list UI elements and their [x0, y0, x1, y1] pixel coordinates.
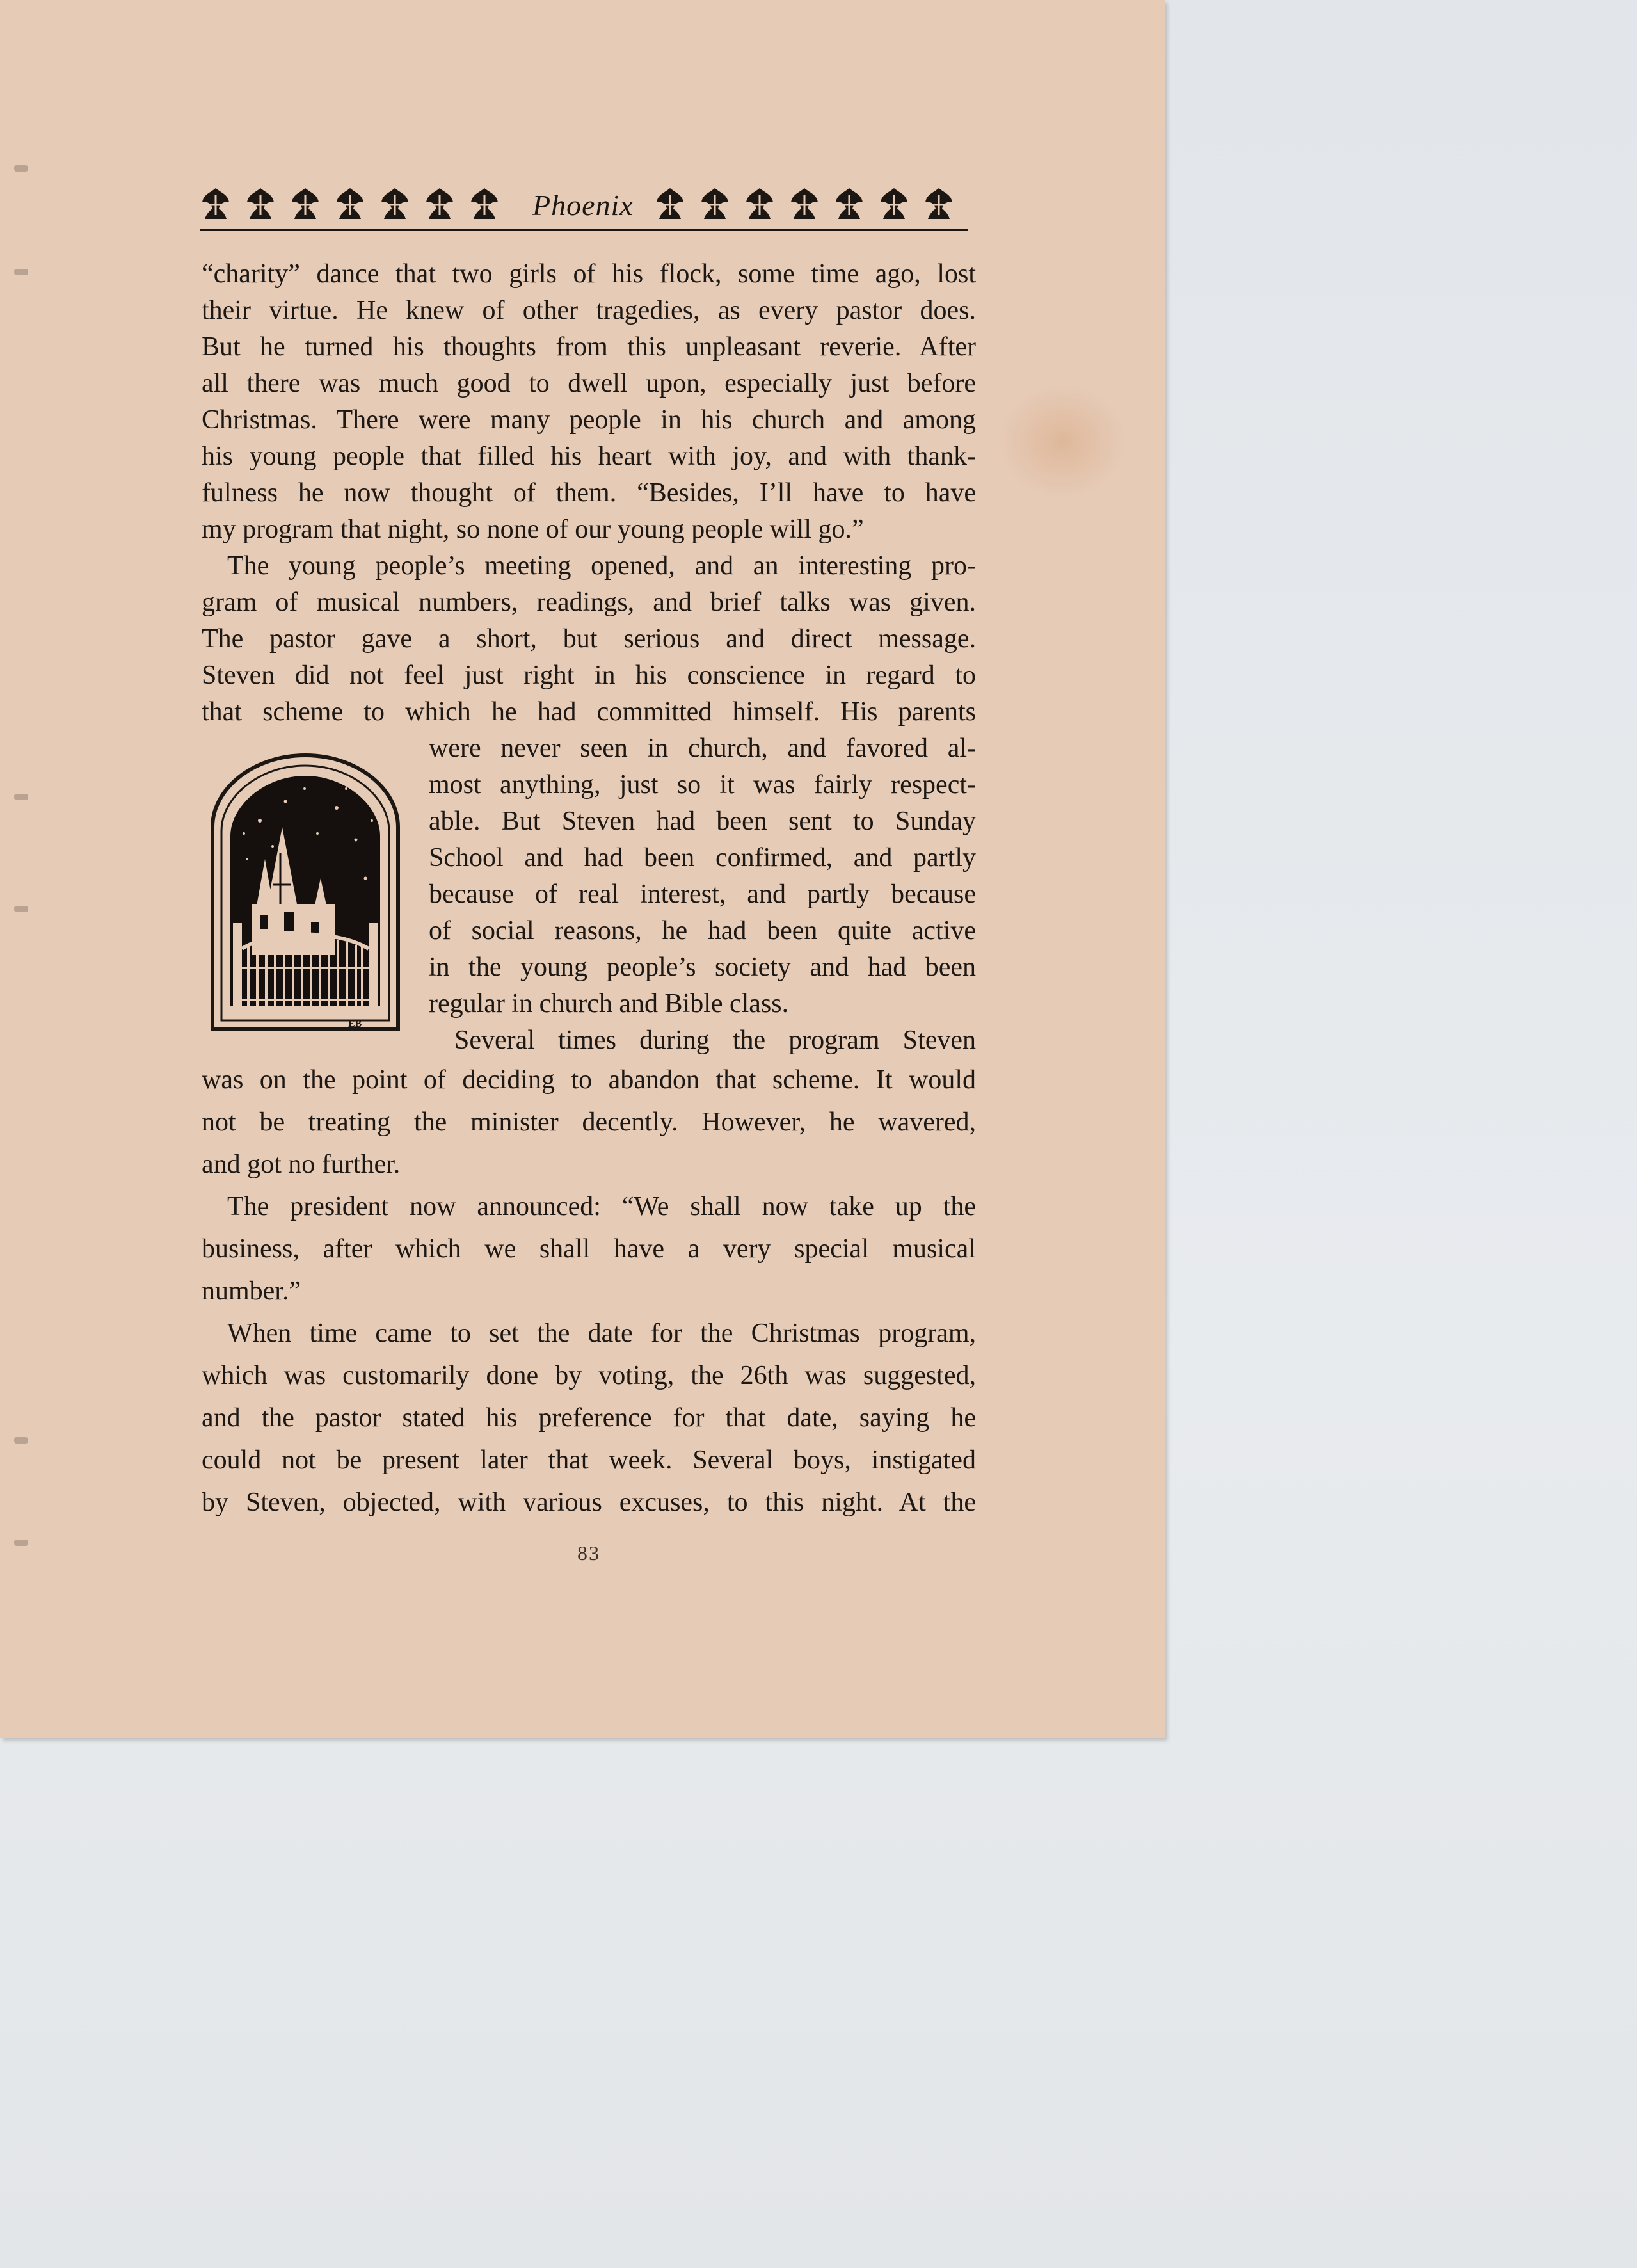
- text-line: Several times during the program Steven: [454, 1025, 976, 1055]
- fleuron-icon: [744, 186, 776, 221]
- fleuron-icon: [244, 186, 276, 221]
- text-line: because of real interest, and partly because: [429, 880, 976, 909]
- text-line: all there was much good to dwell upon, especially just before: [202, 369, 976, 398]
- text-line: number.”: [202, 1276, 301, 1306]
- fleuron-icon: [289, 186, 321, 221]
- text-line: gram of musical numbers, readings, and brief talks was given.: [202, 588, 976, 617]
- text-line: “charity” dance that two girls of his flock, some time ago, lost: [202, 259, 976, 289]
- punch-hole: [14, 1540, 28, 1546]
- text-line: my program that night, so none of our young people will go.”: [202, 515, 864, 544]
- fleuron-icon: [654, 186, 686, 221]
- running-title: Phoenix: [532, 189, 634, 221]
- page-number: 83: [577, 1541, 600, 1564]
- text-line: School and had been confirmed, and partly: [429, 843, 976, 873]
- fleuron-icon: [923, 186, 955, 221]
- fleuron-icon: [878, 186, 910, 221]
- ornament-row-left: [200, 186, 500, 221]
- fleuron-icon: [468, 186, 500, 221]
- text-line: But he turned his thoughts from this unpleasant reverie. After: [202, 332, 976, 362]
- punch-hole: [14, 794, 28, 800]
- illustration-monogram: EB: [348, 1018, 362, 1029]
- text-line: were never seen in church, and favored al-: [429, 734, 976, 763]
- text-line: could not be present later that week. Several boys, instigated: [202, 1445, 976, 1475]
- punch-hole: [14, 165, 28, 172]
- text-line: that scheme to which he had committed himself. His parents: [202, 697, 976, 727]
- fleuron-icon: [788, 186, 820, 221]
- ornament-row-right: [654, 186, 955, 221]
- text-line: and the pastor stated his preference for that date, saying he: [202, 1403, 976, 1433]
- fleuron-icon: [200, 186, 232, 221]
- text-line: The pastor gave a short, but serious and direct message.: [202, 624, 976, 654]
- text-line: regular in church and Bible class.: [429, 989, 789, 1018]
- text-line: business, after which we shall have a very special musical: [202, 1234, 976, 1264]
- punch-hole: [14, 269, 28, 275]
- text-line: not be treating the minister decently. However, he wavered,: [202, 1107, 976, 1137]
- text-line: most anything, just so it was fairly respect-: [429, 770, 976, 800]
- fleuron-icon: [379, 186, 411, 221]
- text-line: and got no further.: [202, 1150, 401, 1179]
- running-header: [200, 186, 968, 230]
- fleuron-icon: [424, 186, 456, 221]
- text-line: Christmas. There were many people in his church and among: [202, 405, 976, 435]
- text-line: able. But Steven had been sent to Sunday: [429, 807, 976, 836]
- text-line: The young people’s meeting opened, and an interesting pro-: [227, 551, 976, 581]
- text-line: his young people that filled his heart with joy, and with thank-: [202, 442, 976, 471]
- text-line: which was customarily done by voting, the 26th was suggested,: [202, 1361, 976, 1390]
- fleuron-icon: [699, 186, 731, 221]
- text-line: When time came to set the date for the Christmas program,: [227, 1319, 976, 1348]
- text-line: Steven did not feel just right in his conscience in regard to: [202, 661, 976, 690]
- church-gate-night-icon: [209, 750, 402, 1033]
- punch-hole: [14, 1437, 28, 1444]
- header-rule: [200, 229, 968, 231]
- fleuron-icon: [833, 186, 865, 221]
- text-line: The president now announced: “We shall now take up the: [227, 1192, 976, 1221]
- text-line: in the young people’s society and had been: [429, 953, 976, 982]
- text-line: fulness he now thought of them. “Besides, I’ll have to have: [202, 478, 976, 508]
- punch-hole: [14, 906, 28, 912]
- text-line: was on the point of deciding to abandon that scheme. It would: [202, 1065, 976, 1095]
- text-line: their virtue. He knew of other tragedies, as every pastor does.: [202, 296, 976, 325]
- text-line: by Steven, objected, with various excuses, to this night. At the: [202, 1488, 976, 1517]
- text-line: of social reasons, he had been quite active: [429, 916, 976, 945]
- fleuron-icon: [334, 186, 366, 221]
